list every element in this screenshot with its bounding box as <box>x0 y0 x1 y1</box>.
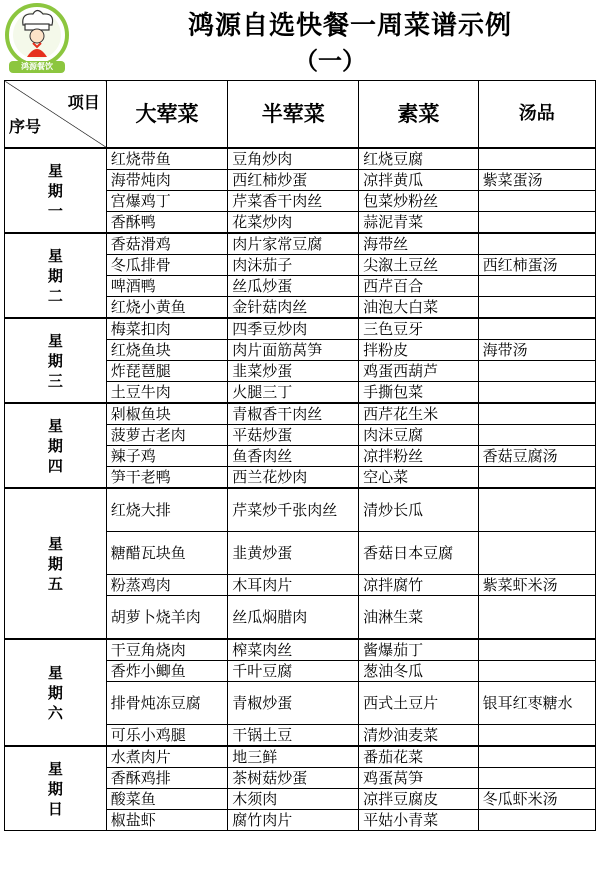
dish-vegetable: 海带丝 <box>359 233 478 255</box>
day-label-char: 期 <box>47 436 63 455</box>
dish-soup <box>478 810 595 831</box>
dish-soup <box>478 532 595 575</box>
dish-vegetable: 西式土豆片 <box>359 682 478 725</box>
day-label-char: 星 <box>47 331 63 350</box>
dish-vegetable: 清炒长瓜 <box>359 488 478 532</box>
page-title: 鸿源自选快餐一周菜谱示例 <box>187 11 512 41</box>
dish-half-meat: 豆角炒肉 <box>228 148 359 170</box>
dish-vegetable: 蒜泥青菜 <box>359 212 478 234</box>
day-label-char: 星 <box>47 663 63 682</box>
dish-vegetable: 包菜炒粉丝 <box>359 191 478 212</box>
day-label-char: 三 <box>47 371 63 390</box>
dish-soup: 紫菜蛋汤 <box>478 170 595 191</box>
dish-soup: 冬瓜虾米汤 <box>478 789 595 810</box>
day-label-char: 日 <box>47 799 63 818</box>
header-vegetable: 素菜 <box>359 81 478 149</box>
dish-vegetable: 西芹百合 <box>359 276 478 297</box>
dish-soup <box>478 212 595 234</box>
day-label-char: 星 <box>47 759 63 778</box>
dish-soup <box>478 276 595 297</box>
dish-major-meat: 酸菜鱼 <box>106 789 228 810</box>
dish-vegetable: 油泡大白菜 <box>359 297 478 319</box>
dish-major-meat: 笋干老鸭 <box>106 467 228 489</box>
dish-half-meat: 木须肉 <box>228 789 359 810</box>
dish-half-meat: 平菇炒蛋 <box>228 425 359 446</box>
dish-major-meat: 冬瓜排骨 <box>106 255 228 276</box>
dish-half-meat: 肉沫茄子 <box>228 255 359 276</box>
day-label-cell <box>5 318 107 403</box>
day-label-char: 期 <box>47 181 63 200</box>
dish-vegetable: 红烧豆腐 <box>359 148 478 170</box>
dish-major-meat: 糖醋瓦块鱼 <box>106 532 228 575</box>
dish-major-meat: 辣子鸡 <box>106 446 228 467</box>
dish-major-meat: 红烧带鱼 <box>106 148 228 170</box>
dish-half-meat: 肉片家常豆腐 <box>228 233 359 255</box>
dish-vegetable: 肉沫豆腐 <box>359 425 478 446</box>
dish-vegetable: 凉拌豆腐皮 <box>359 789 478 810</box>
dish-half-meat: 地三鲜 <box>228 746 359 768</box>
dish-major-meat: 香菇滑鸡 <box>106 233 228 255</box>
menu-row <box>5 403 596 425</box>
day-label-cell <box>5 233 107 318</box>
day-label-cell <box>5 746 107 831</box>
dish-major-meat: 可乐小鸡腿 <box>106 725 228 747</box>
dish-half-meat: 木耳肉片 <box>228 575 359 596</box>
menu-row <box>5 148 596 170</box>
dish-soup <box>478 661 595 682</box>
dish-vegetable: 平姑小青菜 <box>359 810 478 831</box>
menu-row <box>5 318 596 340</box>
dish-soup <box>478 725 595 747</box>
dish-major-meat: 菠萝古老肉 <box>106 425 228 446</box>
day-label-char: 星 <box>47 416 63 435</box>
dish-major-meat: 排骨炖冻豆腐 <box>106 682 228 725</box>
day-label-char: 星 <box>47 534 63 553</box>
corner-header-cell <box>5 81 107 149</box>
dish-major-meat: 香炸小鲫鱼 <box>106 661 228 682</box>
dish-vegetable: 拌粉皮 <box>359 340 478 361</box>
dish-half-meat: 腐竹肉片 <box>228 810 359 831</box>
dish-soup: 香菇豆腐汤 <box>478 446 595 467</box>
dish-major-meat: 粉蒸鸡肉 <box>106 575 228 596</box>
dish-half-meat: 青椒香干肉丝 <box>228 403 359 425</box>
dish-major-meat: 香酥鸭 <box>106 212 228 234</box>
day-label-cell <box>5 148 107 233</box>
day-label-cell <box>5 639 107 746</box>
dish-half-meat: 千叶豆腐 <box>228 661 359 682</box>
dish-soup <box>478 403 595 425</box>
dish-vegetable: 香菇日本豆腐 <box>359 532 478 575</box>
day-label-char: 六 <box>47 703 63 722</box>
dish-half-meat: 韭菜炒蛋 <box>228 361 359 382</box>
dish-half-meat: 四季豆炒肉 <box>228 318 359 340</box>
weekly-menu-table <box>4 80 596 831</box>
dish-major-meat: 红烧鱼块 <box>106 340 228 361</box>
day-label-char: 五 <box>47 574 63 593</box>
dish-major-meat: 炸琵琶腿 <box>106 361 228 382</box>
dish-major-meat: 干豆角烧肉 <box>106 639 228 661</box>
dish-vegetable: 尖溆土豆丝 <box>359 255 478 276</box>
dish-vegetable: 酱爆茄丁 <box>359 639 478 661</box>
dish-soup <box>478 425 595 446</box>
menu-row <box>5 488 596 532</box>
day-label-char: 期 <box>47 266 63 285</box>
dish-vegetable: 手撕包菜 <box>359 382 478 404</box>
dish-half-meat: 韭黄炒蛋 <box>228 532 359 575</box>
dish-vegetable: 凉拌黄瓜 <box>359 170 478 191</box>
day-label-char: 期 <box>47 779 63 798</box>
dish-soup <box>478 361 595 382</box>
dish-half-meat: 丝瓜焖腊肉 <box>228 596 359 640</box>
day-label-char: 星 <box>47 246 63 265</box>
dish-half-meat: 西兰花炒肉 <box>228 467 359 489</box>
dish-soup: 银耳红枣糖水 <box>478 682 595 725</box>
day-label-char: 二 <box>47 286 63 305</box>
dish-major-meat: 胡萝卜烧羊肉 <box>106 596 228 640</box>
dish-half-meat: 茶树菇炒蛋 <box>228 768 359 789</box>
dish-half-meat: 青椒炒蛋 <box>228 682 359 725</box>
dish-soup <box>478 596 595 640</box>
day-label-cell <box>5 488 107 639</box>
dish-soup: 海带汤 <box>478 340 595 361</box>
menu-row <box>5 233 596 255</box>
dish-major-meat: 剁椒鱼块 <box>106 403 228 425</box>
dish-major-meat: 椒盐虾 <box>106 810 228 831</box>
dish-major-meat: 水煮肉片 <box>106 746 228 768</box>
dish-major-meat: 宫爆鸡丁 <box>106 191 228 212</box>
day-label-char: 四 <box>47 456 63 475</box>
dish-soup <box>478 488 595 532</box>
dish-soup <box>478 318 595 340</box>
page-subtitle: （一） <box>294 47 366 75</box>
day-label-char: 星 <box>47 161 63 180</box>
dish-soup <box>478 746 595 768</box>
dish-soup: 西红柿蛋汤 <box>478 255 595 276</box>
dish-major-meat: 香酥鸡排 <box>106 768 228 789</box>
dish-half-meat: 肉片面筋莴笋 <box>228 340 359 361</box>
day-label-cell <box>5 403 107 488</box>
day-label-char: 期 <box>47 554 63 573</box>
dish-vegetable: 凉拌腐竹 <box>359 575 478 596</box>
dish-major-meat: 海带炖肉 <box>106 170 228 191</box>
dish-vegetable: 葱油冬瓜 <box>359 661 478 682</box>
dish-vegetable: 清炒油麦菜 <box>359 725 478 747</box>
dish-half-meat: 丝瓜炒蛋 <box>228 276 359 297</box>
dish-soup: 紫菜虾米汤 <box>478 575 595 596</box>
dish-major-meat: 梅菜扣肉 <box>106 318 228 340</box>
dish-half-meat: 西红柿炒蛋 <box>228 170 359 191</box>
dish-vegetable: 三色豆牙 <box>359 318 478 340</box>
day-label-char: 期 <box>47 683 63 702</box>
dish-half-meat: 金针菇肉丝 <box>228 297 359 319</box>
dish-soup <box>478 639 595 661</box>
dish-vegetable: 油淋生菜 <box>359 596 478 640</box>
dish-half-meat: 鱼香肉丝 <box>228 446 359 467</box>
day-label-char: 期 <box>47 351 63 370</box>
menu-row <box>5 639 596 661</box>
header-item-label: 项目 <box>67 93 100 112</box>
header-half-meat: 半荤菜 <box>228 81 359 149</box>
dish-half-meat: 火腿三丁 <box>228 382 359 404</box>
dish-vegetable: 西芹花生米 <box>359 403 478 425</box>
dish-half-meat: 榨菜肉丝 <box>228 639 359 661</box>
dish-vegetable: 鸡蛋西葫芦 <box>359 361 478 382</box>
dish-major-meat: 土豆牛肉 <box>106 382 228 404</box>
menu-row <box>5 746 596 768</box>
restaurant-logo <box>3 3 71 77</box>
menu-body <box>5 148 596 831</box>
header-row <box>5 81 596 149</box>
dish-soup <box>478 467 595 489</box>
dish-soup <box>478 233 595 255</box>
logo-text: 鸿源餐饮 <box>21 62 53 71</box>
dish-vegetable: 鸡蛋莴笋 <box>359 768 478 789</box>
dish-soup <box>478 768 595 789</box>
day-label-char: 一 <box>47 201 63 220</box>
dish-vegetable: 番茄花菜 <box>359 746 478 768</box>
dish-half-meat: 芹菜炒千张肉丝 <box>228 488 359 532</box>
dish-half-meat: 花菜炒肉 <box>228 212 359 234</box>
dish-half-meat: 干锅土豆 <box>228 725 359 747</box>
header-major-meat: 大荤菜 <box>106 81 228 149</box>
dish-soup <box>478 297 595 319</box>
dish-major-meat: 红烧小黄鱼 <box>106 297 228 319</box>
dish-vegetable: 空心菜 <box>359 467 478 489</box>
dish-major-meat: 啤酒鸭 <box>106 276 228 297</box>
dish-soup <box>478 148 595 170</box>
header-seq-label: 序号 <box>9 117 42 136</box>
dish-vegetable: 凉拌粉丝 <box>359 446 478 467</box>
header-soup: 汤品 <box>478 81 595 149</box>
dish-soup <box>478 191 595 212</box>
dish-major-meat: 红烧大排 <box>106 488 228 532</box>
dish-half-meat: 芹菜香干肉丝 <box>228 191 359 212</box>
dish-soup <box>478 382 595 404</box>
